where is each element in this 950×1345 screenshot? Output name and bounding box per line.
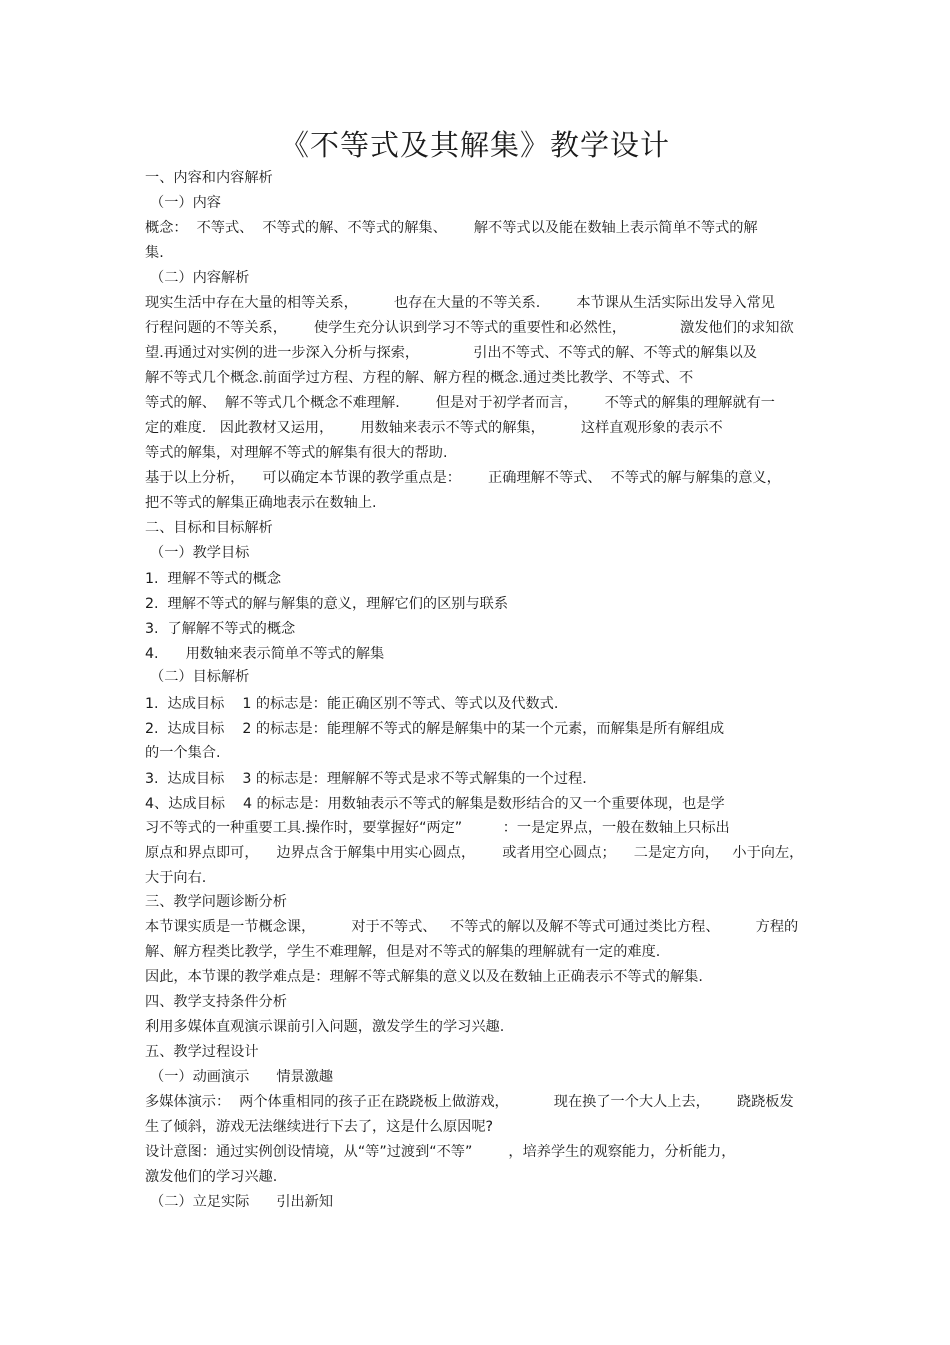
list-item: 2. 达成目标 2 的标志是：能理解不等式的解是解集中的某一个元素，而解集是所有解组成 xyxy=(145,721,725,737)
paragraph-line: 设计意图：通过实例创设情境，从“等”过渡到“不等” ，培养学生的观察能力，分析能力， xyxy=(145,1144,736,1160)
list-item: 3. 达成目标 3 的标志是：理解解不等式是求不等式解集的一个过程. xyxy=(145,771,587,787)
paragraph-line: 望.再通过对实例的进一步深入分析与探索， 引出不等式、不等式的解、不等式的解集以及 xyxy=(145,345,757,361)
section-heading-2: 二、目标和目标解析 xyxy=(145,520,273,536)
subsection-heading-5-1: （一）动画演示 情景激趣 xyxy=(150,1069,334,1085)
paragraph-line: 定的难度. 因此教材又运用， 用数轴来表示不等式的解集， 这样直观形象的表示不 xyxy=(145,420,723,436)
list-item: 3. 了解解不等式的概念 xyxy=(145,621,296,637)
paragraph-line: 现实生活中存在大量的相等关系， 也存在大量的不等关系. 本节课从生活实际出发导入常见 xyxy=(145,295,775,311)
document-title: 《不等式及其解集》教学设计 xyxy=(279,128,670,162)
paragraph-line: 生了倾斜，游戏无法继续进行下去了，这是什么原因呢? xyxy=(145,1119,494,1135)
list-item: 1. 理解不等式的概念 xyxy=(145,571,282,587)
list-item: 2. 理解不等式的解与解集的意义，理解它们的区别与联系 xyxy=(145,596,509,612)
section-heading-1: 一、内容和内容解析 xyxy=(145,170,273,186)
paragraph-line: 解、解方程类比教学，学生不难理解，但是对不等式的解集的理解就有一定的难度. xyxy=(145,944,661,960)
paragraph-line: 原点和界点即可， 边界点含于解集中用实心圆点， 或者用空心圆点； 二是定方向， 小于向左， xyxy=(145,845,804,861)
paragraph-line: 行程问题的不等关系， 使学生充分认识到学习不等式的重要性和必然性， 激发他们的求知欲 xyxy=(145,320,794,336)
paragraph-line: 把不等式的解集正确地表示在数轴上. xyxy=(145,495,377,511)
subsection-heading-1-2: （二）内容解析 xyxy=(150,270,250,286)
subsection-heading-5-2: （二）立足实际 引出新知 xyxy=(150,1194,334,1210)
paragraph-line: 基于以上分析， 可以确定本节课的教学重点是： 正确理解不等式、 不等式的解与解集的意义， xyxy=(145,470,781,486)
paragraph-line: 概念： 不等式、 不等式的解、不等式的解集、 解不等式以及能在数轴上表示简单不等式的解 xyxy=(145,220,758,236)
section-heading-3: 三、教学问题诊断分析 xyxy=(145,894,287,910)
subsection-heading-2-2: （二）目标解析 xyxy=(150,669,250,685)
subsection-heading-2-1: （一）教学目标 xyxy=(150,545,250,561)
subsection-heading-1-1: （一）内容 xyxy=(150,195,221,211)
section-heading-5: 五、教学过程设计 xyxy=(145,1044,259,1060)
paragraph-line: 激发他们的学习兴趣. xyxy=(145,1169,278,1185)
paragraph-line: 等式的解、 解不等式几个概念不难理解. 但是对于初学者而言， 不等式的解集的理解就有一 xyxy=(145,395,775,411)
list-item: 4、达成目标 4 的标志是：用数轴表示不等式的解集是数形结合的又一个重要体现，也是学 xyxy=(145,796,725,812)
section-heading-4: 四、教学支持条件分析 xyxy=(145,994,287,1010)
paragraph-line: 多媒体演示： 两个体重相同的孩子正在跷跷板上做游戏， 现在换了一个大人上去， 跷跷板发 xyxy=(145,1094,794,1110)
paragraph-line: 大于向右. xyxy=(145,870,207,886)
list-item: 4. 用数轴来表示简单不等式的解集 xyxy=(145,646,385,662)
list-item: 1. 达成目标 1 的标志是：能正确区别不等式、等式以及代数式. xyxy=(145,696,559,712)
paragraph-line: 利用多媒体直观演示课前引入问题，激发学生的学习兴趣. xyxy=(145,1019,505,1035)
paragraph-line: 的一个集合. xyxy=(145,745,221,761)
paragraph-line: 习不等式的一种重要工具.操作时，要掌握好“两定” ：一是定界点，一般在数轴上只标出 xyxy=(145,820,730,836)
paragraph-line: 解不等式几个概念.前面学过方程、方程的解、解方程的概念.通过类比教学、不等式、不 xyxy=(145,370,694,386)
paragraph-line: 本节课实质是一节概念课， 对于不等式、 不等式的解以及解不等式可通过类比方程、 方程的 xyxy=(145,919,799,935)
paragraph-line: 因此，本节课的教学难点是：理解不等式解集的意义以及在数轴上正确表示不等式的解集. xyxy=(145,969,703,985)
paragraph-line: 等式的解集，对理解不等式的解集有很大的帮助. xyxy=(145,445,448,461)
paragraph-line: 集. xyxy=(145,245,164,261)
